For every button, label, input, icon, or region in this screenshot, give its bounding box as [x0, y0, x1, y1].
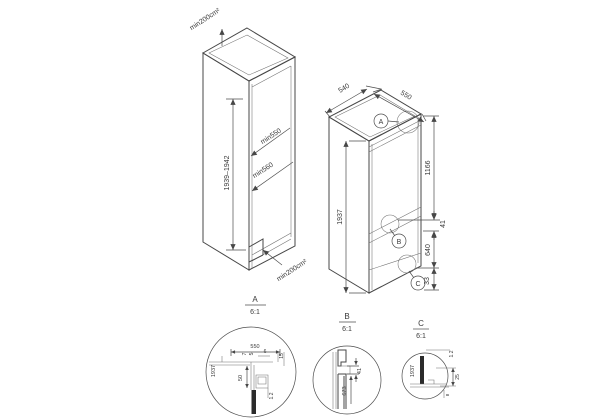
detail-b-upper-door [338, 350, 346, 366]
detail-a-7-label: 7 [242, 352, 248, 356]
dim-640-label: 640 [425, 244, 432, 256]
niche-height-label: 1939–1942 [224, 155, 231, 191]
detail-a-door-section [252, 390, 257, 414]
detail-a-title-scale: 6:1 [250, 309, 260, 316]
fridge-front-face [369, 114, 421, 293]
vent-bottom-arrow [263, 250, 282, 265]
cabinet-niche-drawing [189, 7, 309, 283]
detail-a-550-ticks [231, 349, 280, 356]
height-label: 1937 [337, 209, 344, 225]
detail-a-step-lines [251, 362, 254, 390]
detail-b-cabinet-wall [333, 352, 336, 409]
depth-ext-lines [325, 86, 381, 117]
detail-c-title-scale: 6:1 [416, 333, 426, 340]
detail-b-41-label: 41 [357, 367, 363, 375]
detail-a-15-label: 15 [279, 353, 285, 359]
detail-a-550-label: 550 [250, 344, 260, 350]
detail-b-indicator-circle [381, 215, 399, 233]
detail-a-5-label: 5 [249, 352, 255, 356]
detail-c-8-label: 8 [445, 393, 450, 397]
dim-33-label: 33 [424, 277, 431, 285]
callout-b-letter: B [396, 239, 402, 246]
cabinet-top-inner-rim [209, 35, 288, 75]
detail-a-50-label: 50 [238, 374, 244, 382]
detail-b-title-scale: 6:1 [342, 326, 352, 333]
height-ext-lines [349, 141, 366, 293]
fridge-door-edges [372, 117, 421, 290]
detail-a-6-label: 6 [263, 349, 267, 355]
cabinet-plinth-step [249, 239, 263, 262]
detail-a-title-letter: A [252, 295, 258, 304]
callout-a-letter: A [378, 119, 384, 126]
detail-a-1937-label: 1937 [211, 364, 217, 378]
detail-c-view [402, 319, 461, 399]
detail-c-circle [402, 353, 448, 399]
depth-label: 540 [337, 82, 352, 95]
depth-min550-label: min550 [259, 127, 283, 146]
fridge-door-bottom-edge [369, 253, 421, 270]
detail-b-673-label: 673 [342, 386, 348, 396]
fridge-top-inner-rim [335, 95, 415, 137]
detail-c-12-label: 1.2 [449, 350, 455, 358]
dim-41-label: 41 [440, 220, 447, 228]
detail-c-title-letter: C [418, 319, 424, 328]
appliance-drawing [325, 83, 447, 293]
detail-b-title-letter: B [344, 312, 350, 321]
detail-a-view [206, 295, 296, 417]
detail-b-view [313, 312, 381, 414]
depth-min560-label: min560 [251, 161, 275, 180]
callout-c-letter: C [415, 281, 421, 288]
detail-c-1937-label: 1937 [410, 364, 416, 378]
detail-b-gap-lines [338, 366, 350, 374]
callout-a-leader [388, 121, 399, 122]
detail-a-indicator-circle [397, 111, 419, 133]
detail-c-25-label: 25 [455, 374, 461, 380]
detail-a-12-label: 1.2 [269, 392, 275, 400]
vent-bottom-label: min200cm² [275, 258, 309, 284]
width-label: 550 [398, 89, 413, 102]
detail-a-rail-profile [256, 375, 268, 388]
vent-top-label: min200cm² [188, 7, 222, 33]
detail-c-door-section [420, 356, 424, 384]
fridge-left-side [329, 117, 369, 293]
detail-b-circle [313, 346, 381, 414]
dim-1166-label: 1166 [425, 160, 432, 176]
